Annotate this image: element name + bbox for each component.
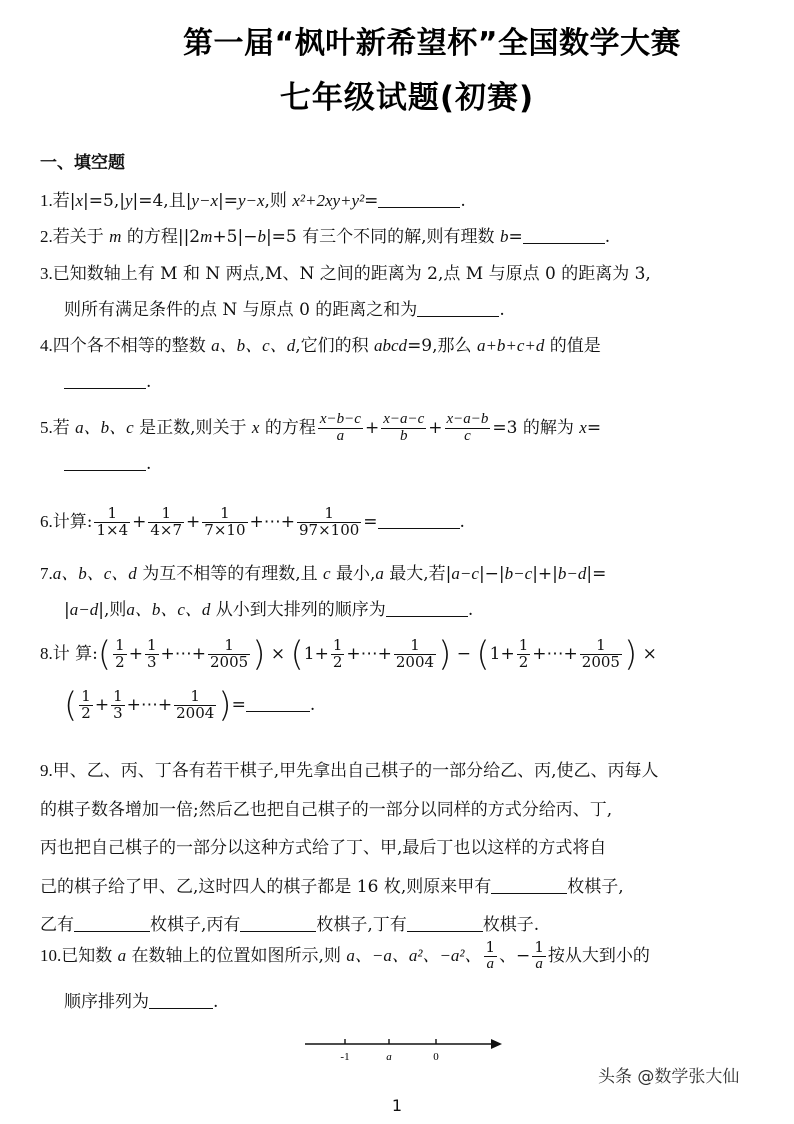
answer-blank[interactable] xyxy=(378,510,460,529)
tick-label-a: a xyxy=(386,1051,392,1063)
arrow-right-icon xyxy=(491,1039,502,1049)
question-number: 4. xyxy=(40,336,53,355)
fraction: $\frac{1}{97\times 100}$ xyxy=(299,504,360,539)
answer-blank-jia[interactable] xyxy=(491,875,567,894)
question-number: 10. xyxy=(40,946,62,965)
answer-blank-ding[interactable] xyxy=(407,913,483,932)
section-heading: 一、填空题 xyxy=(40,153,125,173)
question-number: 7. xyxy=(40,564,53,583)
fraction: $\frac{1}{2}$ xyxy=(81,686,91,722)
fraction: $\frac{1}{a}$ xyxy=(485,938,496,972)
question-8: 8.计 算:( $\frac{1}{2}$ + $\frac{1}{3}$ +⋯+ $\frac{1}{2005}$ ) × (1+ $\frac{1}{2}$ +⋯+ $\frac{1}{2004}$ ) − (1+ $\frac{1}{2}$ +⋯+ $\frac{1}{2005}$ ) × ( $\frac{1}{2}$ + $\frac{1}{3}$ +⋯+ $\frac{1}{2004}$ )= . xyxy=(40,634,657,725)
fraction: $\frac{1}{2005}$ xyxy=(210,636,249,671)
fraction: $\frac{1}{3}$ xyxy=(146,636,157,671)
fraction: $\frac{x-a-c}{b}$ xyxy=(383,411,425,444)
tick-label-minus-one: -1 xyxy=(340,1051,350,1063)
question-10: 10.已知数 a 在数轴上的位置如图所示,则 a、−a、a²、−a²、 $\frac{1}{a}$ 、− $\frac{1}{a}$ 按从大到小的 顺序排列为 . xyxy=(40,938,650,1012)
question-6: 6.计算: $\frac{1}{1\times 4}$ + $\frac{1}{4\times 7}$ + $\frac{1}{7\times 10}$ +⋯+ $\frac{1}{97\times 100}$ = . xyxy=(40,504,465,539)
answer-blank[interactable] xyxy=(149,990,213,1009)
answer-blank-bing[interactable] xyxy=(240,913,316,932)
watermark: 头条 @数学张大仙 xyxy=(598,1067,740,1087)
question-number: 5. xyxy=(40,418,53,437)
question-4: 4.四个各不相等的整数 a、b、c、d,它们的积 abcd=9,那么 a+b+c+d 的值是 . xyxy=(40,336,601,392)
answer-blank[interactable] xyxy=(246,693,310,712)
fraction: $\frac{1}{2005}$ xyxy=(581,636,620,671)
exam-subtitle: 七年级试题(初赛) xyxy=(279,80,535,116)
answer-blank[interactable] xyxy=(523,225,605,244)
answer-blank[interactable] xyxy=(64,452,146,471)
fraction: $\frac{x-b-c}{a}$ xyxy=(319,411,361,444)
exam-title: 第一届“枫叶新希望杯”全国数学大赛 xyxy=(183,26,681,61)
question-number: 1. xyxy=(40,191,53,210)
tick-label-zero: 0 xyxy=(433,1051,439,1063)
question-number: 6. xyxy=(40,512,53,531)
question-7: 7.a、b、c、d 为互不相等的有理数,且 c 最小,a 最大,若|a−c|−|b−c|+|b−d|= |a−d|,则a、b、c、d 从小到大排列的顺序为 . xyxy=(40,564,607,620)
fraction: $\frac{1}{2004}$ xyxy=(395,636,435,671)
fraction: $\frac{1}{2}$ xyxy=(518,636,529,671)
answer-blank[interactable] xyxy=(386,598,468,617)
question-9: 9.甲、乙、丙、丁各有若干棋子,甲先拿出自己棋子的一部分给乙、丙,使乙、丙每人 的棋子数各增加一倍;然后乙也把自己棋子的一部分以同样的方式分给丙、丁, 丙也把自己棋子的一部分以这种方式给了丁、甲,最后丁也以这样的方式将自 己的棋子给了甲、乙,这时四人的棋子都是 16 枚,则原来甲有 枚棋子, 乙有 枚棋子,丙有 枚棋子,丁有 枚棋子. xyxy=(40,761,659,935)
question-1: 1.若|x|=5,|y|=4,且|y−x|=y−x,则 x²+2xy+y²= . xyxy=(40,191,466,211)
number-line-figure xyxy=(305,1030,505,1070)
question-2: 2.若关于 m 的方程||2m+5|−b|=5 有三个不同的解,则有理数 b= . xyxy=(40,227,611,247)
answer-blank[interactable] xyxy=(378,189,460,208)
question-number: 2. xyxy=(40,227,53,246)
fraction: $\frac{1}{2}$ xyxy=(115,636,125,671)
answer-blank-yi[interactable] xyxy=(74,913,150,932)
fraction: $\frac{1}{2}$ xyxy=(332,636,343,671)
answer-blank[interactable] xyxy=(417,298,499,317)
question-5: 5.若 a、b、c 是正数,则关于 x 的方程 $\frac{x-b-c}{a}$ + $\frac{x-a-c}{b}$ + $\frac{x-a-b}{c}$ =3 的解为 x= . xyxy=(40,411,602,474)
question-number: 8. xyxy=(40,644,53,663)
answer-blank[interactable] xyxy=(64,370,146,389)
fraction: $\frac{1}{2004}$ xyxy=(176,686,215,722)
question-number: 9. xyxy=(40,761,53,780)
fraction: $\frac{1}{3}$ xyxy=(113,686,123,722)
question-number: 3. xyxy=(40,264,53,283)
question-3: 3.已知数轴上有 M 和 N 两点,M、N 之间的距离为 2,点 M 与原点 0 的距离为 3, 则所有满足条件的点 N 与原点 0 的距离之和为 . xyxy=(40,264,651,320)
fraction: $\frac{1}{1\times 4}$ xyxy=(96,504,129,539)
fraction: $\frac{1}{7\times 10}$ xyxy=(204,504,246,539)
fraction: $\frac{1}{a}$ xyxy=(534,938,544,972)
page-number: 1 xyxy=(391,1096,403,1115)
fraction: $\frac{x-a-b}{c}$ xyxy=(446,411,489,444)
fraction: $\frac{1}{4\times 7}$ xyxy=(150,504,183,539)
